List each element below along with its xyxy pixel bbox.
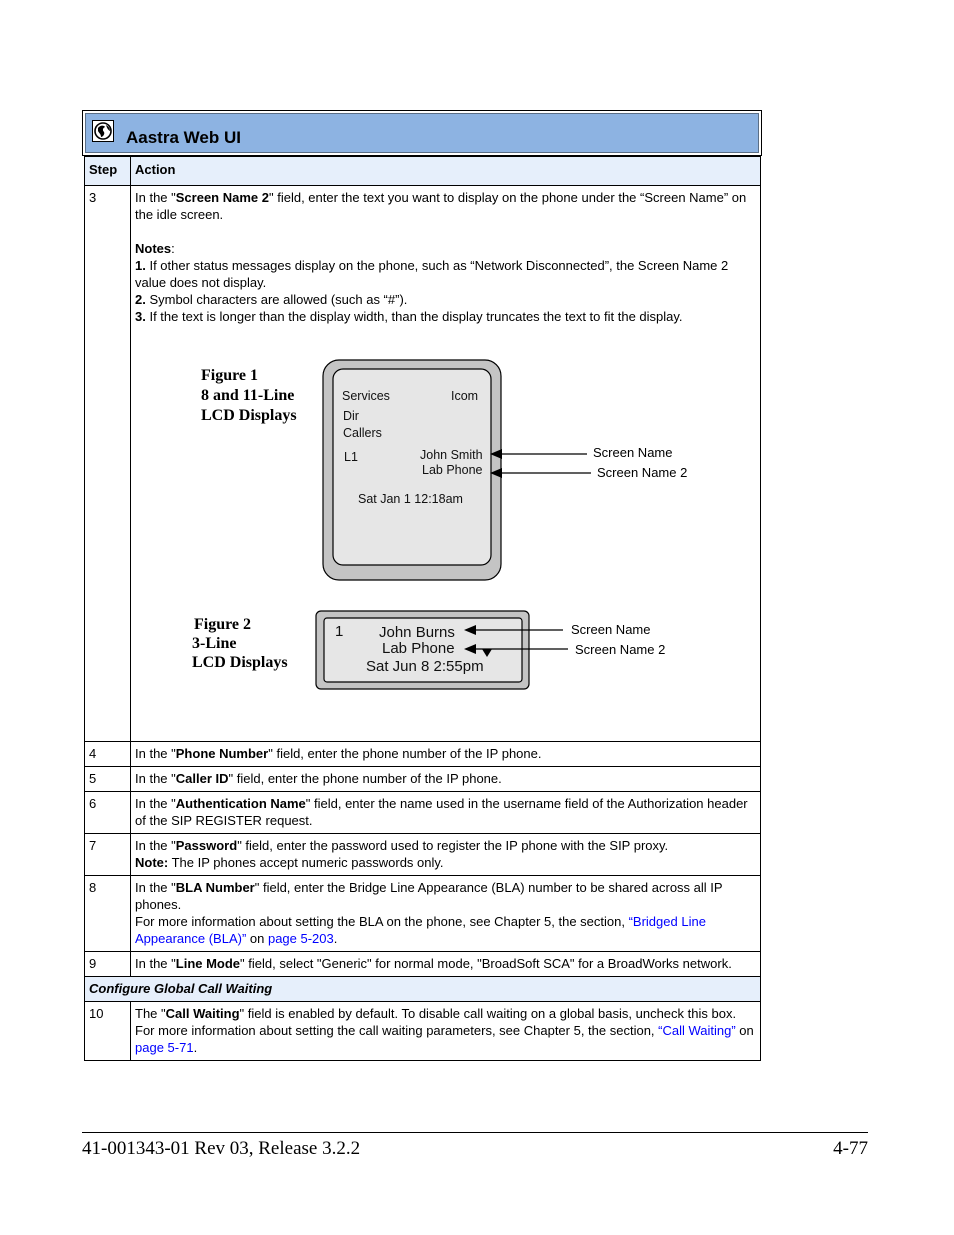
action-text: In the "Screen Name 2" field, enter the text you want to display on the phone under the “Screen Name” on the idle screen.: [135, 190, 747, 222]
figures-area: [135, 325, 756, 737]
action-cell: In the "Authentication Name" field, enter the name used in the username field of the Authorization header of the SIP REGISTER request.: [131, 792, 761, 834]
lcd-screen-name: John Smith: [420, 448, 483, 462]
lcd-services: Services: [342, 389, 390, 403]
header-step: Step: [85, 157, 131, 186]
step-number: 5: [85, 767, 131, 792]
banner: [85, 113, 759, 153]
figure1-caption-2: 8 and 11-Line: [201, 387, 295, 404]
table-row: [85, 952, 761, 977]
header-action: Action: [131, 157, 761, 186]
table-row: [85, 1002, 761, 1061]
banner-title: Aastra Web UI: [126, 128, 241, 147]
action-cell: The "Call Waiting" field is enabled by default. To disable call waiting on a global basis, uncheck this box. For more information about setting the call waiting parameters, see Chapter 5, the section, “Call Waiting” on page 5-71.: [131, 1002, 761, 1061]
step-number: 7: [85, 834, 131, 876]
note-1: 1. If other status messages display on the phone, such as “Network Disconnected”, the Screen Name 2 value does not display.: [135, 258, 729, 290]
footer-rule: [82, 1132, 868, 1133]
footer-page-number: 4-77: [833, 1138, 868, 1159]
step-number: 3: [85, 186, 131, 742]
figure2-label-screen-name: Screen Name: [571, 622, 651, 637]
figure2-caption-3: LCD Displays: [192, 654, 288, 671]
lcd-icom: Icom: [451, 389, 479, 403]
notes: Notes:: [135, 241, 175, 256]
lcd3-screen-name: John Burns: [379, 624, 455, 641]
step-number: 8: [85, 876, 131, 952]
figure2-label-screen-name2: Screen Name 2: [575, 642, 666, 657]
action-cell: In the "BLA Number" field, enter the Bridge Line Appearance (BLA) number to be shared across all IP phones. For more information about setting the BLA on the phone, see Chapter 5, the section, “Bridged Line Appearance (BLA)” on page 5-203.: [131, 876, 761, 952]
action-cell: In the "Caller ID" field, enter the phone number of the IP phone.: [131, 767, 761, 792]
lcd3-line-number: 1: [335, 623, 344, 640]
lcd-screen-name2: Lab Phone: [422, 463, 483, 477]
bla-link[interactable]: “Bridged Line Appearance (BLA)”: [135, 914, 706, 946]
page-link[interactable]: page 5-203: [267, 931, 334, 946]
table-row: [85, 792, 761, 834]
section-header-row: [85, 977, 761, 1002]
table-row: [85, 742, 761, 767]
globe-icon: [92, 120, 114, 142]
lcd3-date: Sat Jun 8 2:55pm: [366, 658, 484, 675]
action-cell: In the "Phone Number" field, enter the phone number of the IP phone.: [131, 742, 761, 767]
lcd-callers: Callers: [343, 426, 382, 440]
note-3: 3. If the text is longer than the display width, than the display truncates the text to fit the display.: [135, 309, 683, 324]
step-number: 9: [85, 952, 131, 977]
table-row: [85, 186, 761, 742]
banner-frame: [82, 110, 762, 156]
call-waiting-link[interactable]: “Call Waiting”: [658, 1023, 736, 1038]
lcd-date: Sat Jan 1 12:18am: [358, 492, 463, 506]
figure1-caption-3: LCD Displays: [201, 407, 297, 424]
note-2: 2. Symbol characters are allowed (such as “#”).: [135, 292, 408, 307]
action-cell: In the "Password" field, enter the password used to register the IP phone with the SIP proxy. Note: The IP phones accept numeric passwords only.: [131, 834, 761, 876]
table-header-row: [85, 157, 761, 186]
table-row: [85, 876, 761, 952]
footer-document-id: 41-001343-01 Rev 03, Release 3.2.2: [82, 1138, 361, 1159]
action-cell: [131, 186, 761, 742]
page-link[interactable]: page 5-71: [135, 1040, 194, 1055]
lcd3-screen-name2: Lab Phone: [382, 640, 455, 657]
action-cell: In the "Line Mode" field, select "Generic" for normal mode, "BroadSoft SCA" for a BroadWorks network.: [131, 952, 761, 977]
table-row: [85, 834, 761, 876]
steps-table: [84, 156, 761, 1061]
step-number: 6: [85, 792, 131, 834]
section-title: Configure Global Call Waiting: [85, 977, 761, 1002]
lcd-figures: [86, 325, 746, 737]
figure2-caption-1: Figure 2: [194, 616, 252, 633]
step-number: 4: [85, 742, 131, 767]
figure2-caption-2: 3-Line: [192, 635, 237, 652]
figure1-label-screen-name: Screen Name: [593, 445, 673, 460]
figure1-caption-1: Figure 1: [201, 367, 259, 384]
table-row: [85, 767, 761, 792]
figure1-label-screen-name2: Screen Name 2: [597, 465, 688, 480]
lcd-dir: Dir: [343, 409, 359, 423]
step-number: 10: [85, 1002, 131, 1061]
lcd-line-1: L1: [344, 450, 358, 464]
